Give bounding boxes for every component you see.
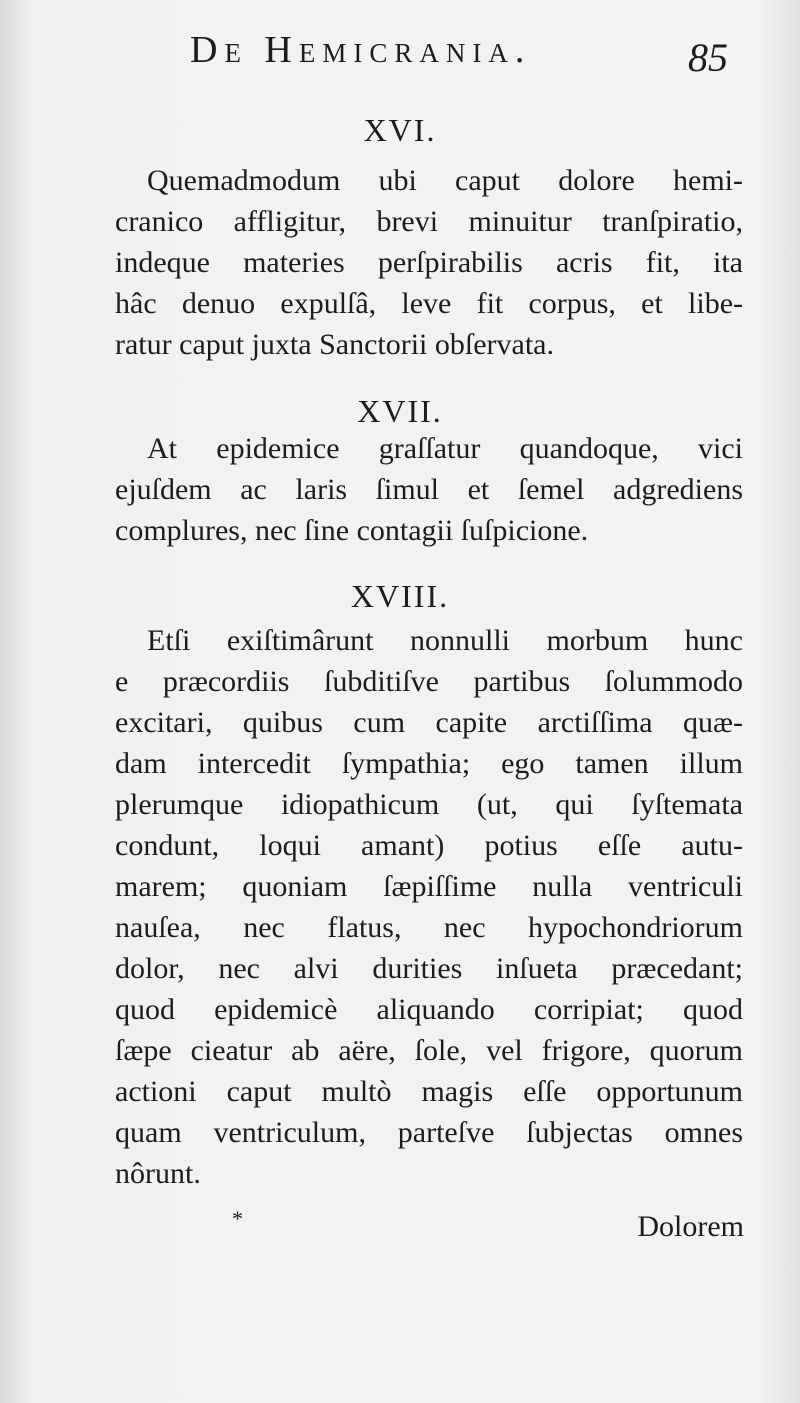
- text-line: marem; quoniam ſæpiſſime nulla ventriculi: [115, 870, 743, 903]
- text-line: ſæpe cieatur ab aëre, ſole, vel frigore, quorum: [115, 1034, 743, 1067]
- catchword: Dolorem: [637, 1210, 744, 1243]
- text-line: e præcordiis ſubditiſve partibus ſolummodo: [115, 665, 743, 698]
- text-line: ratur caput juxta Sanctorii obſervata.: [115, 328, 554, 361]
- text-line: plerumque idiopathicum (ut, qui ſyſtemata: [115, 788, 743, 821]
- text-line: At epidemice graſſatur quandoque, vici: [147, 432, 743, 465]
- paragraph-xvii: [115, 428, 743, 551]
- text-line: actioni caput multò magis eſſe opportunum: [115, 1075, 743, 1108]
- section-heading-xvi: XVI.: [363, 112, 437, 148]
- paragraph-xviii: [115, 620, 743, 1194]
- signature-mark: *: [232, 1206, 243, 1231]
- running-title: De Hemicrania.: [190, 29, 532, 71]
- paragraph-xvi: [115, 160, 743, 365]
- section-heading-xviii: XVIII.: [350, 578, 450, 614]
- text-line: condunt, loqui amant) potius eſſe autu-: [115, 829, 743, 862]
- text-line: nôrunt.: [115, 1157, 201, 1190]
- text-line: complures, nec ſine contagii ſuſpicione.: [115, 514, 589, 547]
- text-line: Quemadmodum ubi caput dolore hemi-: [147, 164, 743, 197]
- text-line: indeque materies perſpirabilis acris fit, ita: [115, 246, 743, 279]
- text-line: hâc denuo expulſâ, leve fit corpus, et libe-: [115, 287, 743, 320]
- page-header: [190, 28, 750, 88]
- text-line: nauſea, nec flatus, nec hypochondriorum: [115, 911, 743, 944]
- text-line: ejuſdem ac laris ſimul et ſemel adgrediens: [115, 473, 743, 506]
- text-line: cranico affligitur, brevi minuitur tranſpiratio,: [115, 205, 743, 238]
- page-number: 85: [688, 35, 728, 80]
- text-line: quod epidemicè aliquando corripiat; quod: [115, 993, 743, 1026]
- section-heading-xvii: XVII.: [357, 393, 443, 429]
- text-line: quam ventriculum, parteſve ſubjectas omnes: [115, 1116, 743, 1149]
- text-line: excitari, quibus cum capite arctiſſima quæ-: [115, 706, 743, 739]
- text-line: dam intercedit ſympathia; ego tamen illum: [115, 747, 743, 780]
- text-line: dolor, nec alvi durities inſueta præcedant;: [115, 952, 743, 985]
- text-line: Etſi exiſtimârunt nonnulli morbum hunc: [147, 624, 743, 657]
